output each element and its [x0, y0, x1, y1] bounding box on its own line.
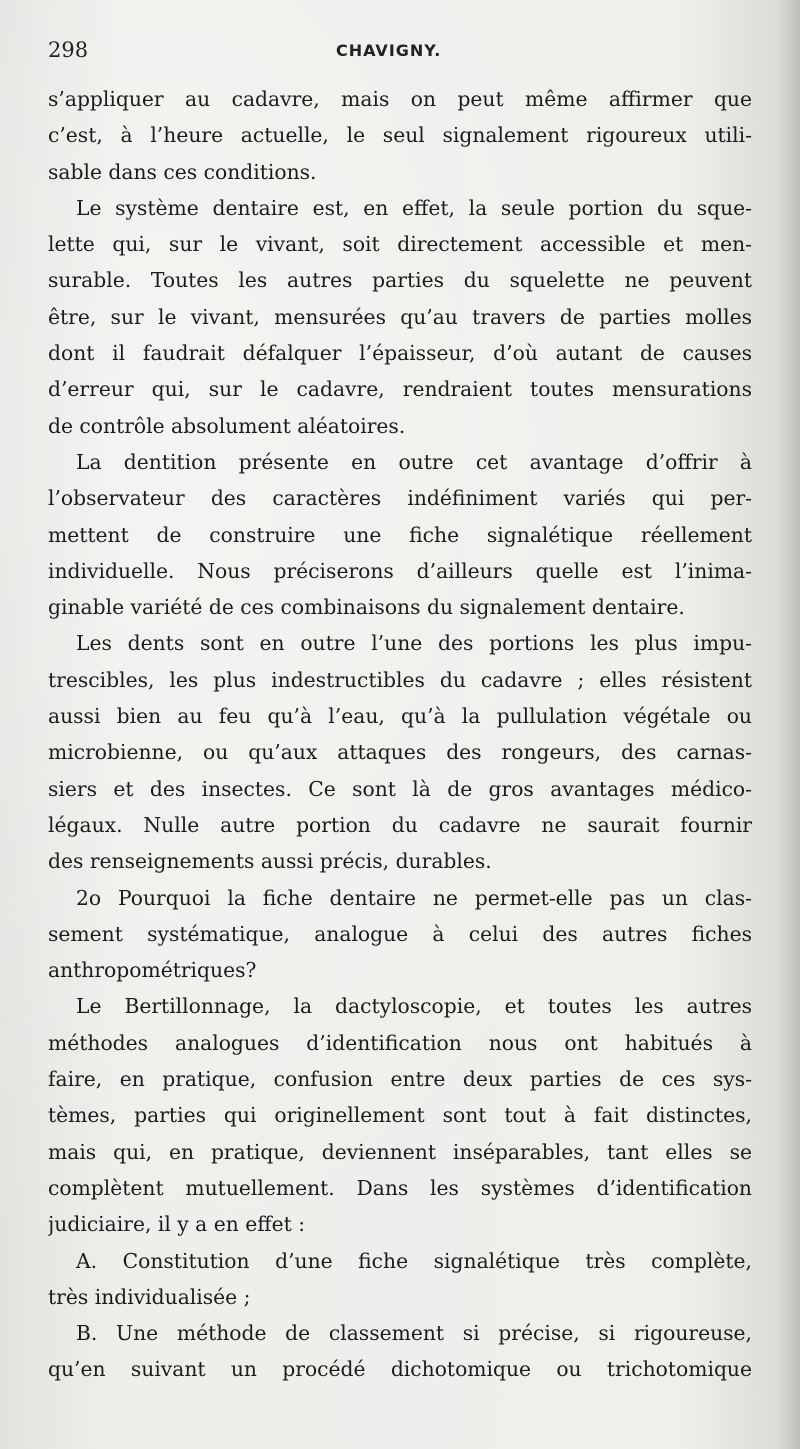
text-line: faire, en pratique, confusion entre deux parties de ces sys- — [48, 1067, 752, 1092]
text-line: B. Une méthode de classement si précise, si rigoureuse, — [76, 1321, 752, 1346]
text-line: aussi bien au feu qu’à l’eau, qu’à la pullulation végétale ou — [48, 704, 752, 729]
text-line: individuelle. Nous préciserons d’ailleurs quelle est l’inima- — [48, 558, 752, 583]
text-line: surable. Toutes les autres parties du squelette ne peuvent — [48, 268, 752, 293]
text-line: complètent mutuellement. Dans les systèmes d’identification — [48, 1175, 752, 1200]
text-line: sable dans ces conditions. — [48, 159, 317, 184]
text-line: légaux. Nulle autre portion du cadavre ne saurait fournir — [48, 812, 752, 837]
text-line: tèmes, parties qui originellement sont tout à fait distinctes, — [48, 1103, 752, 1128]
text-line: qu’en suivant un procédé dichotomique ou trichotomique — [48, 1357, 752, 1382]
text-line: ginable variété de ces combinaisons du signalement dentaire. — [48, 595, 685, 620]
text-line: des renseignements aussi précis, durables. — [48, 849, 492, 874]
text-line: mettent de construire une fiche signalétique réellement — [48, 522, 752, 547]
text-line: lette qui, sur le vivant, soit directement accessible et men- — [48, 232, 752, 257]
text-line: Les dents sont en outre l’une des portions les plus impu- — [76, 631, 752, 656]
body-text — [48, 81, 752, 1388]
page-header — [48, 38, 752, 74]
text-line: siers et des insectes. Ce sont là de gros avantages médico- — [48, 776, 752, 801]
text-line: très individualisée ; — [48, 1284, 251, 1309]
text-line: A. Constitution d’une fiche signalétique très complète, — [76, 1248, 752, 1273]
page-number: 298 — [48, 38, 89, 62]
running-title: CHAVIGNY. — [336, 41, 442, 60]
text-line: anthropométriques? — [48, 958, 257, 983]
text-line: c’est, à l’heure actuelle, le seul signalement rigoureux utili- — [48, 123, 752, 148]
text-line: judiciaire, il y a en effet : — [48, 1212, 306, 1237]
text-line: s’appliquer au cadavre, mais on peut même affirmer que — [48, 87, 752, 111]
text-line: microbienne, ou qu’aux attaques des rongeurs, des carnas- — [48, 740, 752, 765]
text-line: dont il faudrait défalquer l’épaisseur, d’où autant de causes — [48, 341, 752, 366]
text-line: être, sur le vivant, mensurées qu’au travers de parties molles — [48, 304, 752, 329]
text-line: d’erreur qui, sur le cadavre, rendraient toutes mensurations — [48, 377, 752, 402]
text-line: sement systématique, analogue à celui des autres fiches — [48, 921, 752, 946]
text-line: Le système dentaire est, en effet, la seule portion du sque- — [76, 195, 752, 220]
text-line: méthodes analogues d’identification nous ont habitués à — [48, 1030, 752, 1055]
text-line: mais qui, en pratique, deviennent inséparables, tant elles se — [48, 1139, 752, 1164]
text-line: La dentition présente en outre cet avantage d’offrir à — [76, 449, 752, 474]
text-line: de contrôle absolument aléatoires. — [48, 413, 406, 438]
text-line: trescibles, les plus indestructibles du cadavre ; elles résistent — [48, 667, 752, 692]
text-line: 2o Pourquoi la fiche dentaire ne permet-elle pas un clas- — [76, 885, 752, 910]
text-line: Le Bertillonnage, la dactyloscopie, et toutes les autres — [76, 994, 752, 1019]
text-line: l’observateur des caractères indéfiniment variés qui per- — [48, 486, 752, 511]
